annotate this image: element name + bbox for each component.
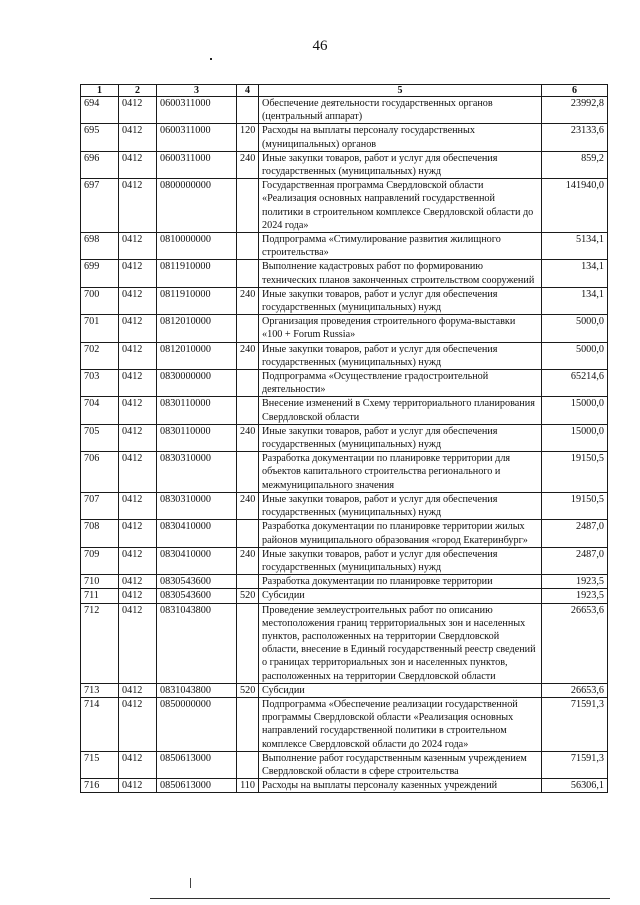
page-bottom-rule [150,898,610,899]
expense-type-code: 520 [237,589,259,603]
table-row [81,260,608,287]
item-description: Субсидии [259,589,542,603]
item-description: Государственная программа Свердловской области «Реализация основных направлений государственной политики в строительном комплексе Свердловской области до 2024 года» [259,179,542,233]
table-body [81,97,608,793]
table-row [81,97,608,124]
column-header-2: 2 [119,85,157,97]
row-number: 710 [81,575,119,589]
amount: 65214,6 [542,370,608,397]
amount: 5000,0 [542,315,608,342]
row-number: 705 [81,424,119,451]
target-article-code: 0850613000 [157,751,237,778]
table-row [81,575,608,589]
row-number: 701 [81,315,119,342]
item-description: Разработка документации по планировке территории для объектов капитального строительства регионального и межмуниципального значения [259,452,542,493]
expense-type-code [237,179,259,233]
amount: 134,1 [542,260,608,287]
amount: 2487,0 [542,547,608,574]
table-row [81,547,608,574]
item-description: Иные закупки товаров, работ и услуг для обеспечения государственных (муниципальных) нужд [259,287,542,314]
scan-speck [210,58,212,60]
table-row [81,589,608,603]
item-description: Организация проведения строительного форума-выставки «100 + Forum Russia» [259,315,542,342]
amount: 19150,5 [542,492,608,519]
expense-type-code [237,520,259,547]
expense-type-code: 240 [237,547,259,574]
section-code: 0412 [119,151,157,178]
page-number: 46 [312,38,328,54]
section-code: 0412 [119,779,157,793]
row-number: 704 [81,397,119,424]
item-description: Подпрограмма «Осуществление градостроительной деятельности» [259,370,542,397]
expense-type-code: 520 [237,683,259,697]
item-description: Субсидии [259,683,542,697]
target-article-code: 0830000000 [157,370,237,397]
item-description: Внесение изменений в Схему территориального планирования Свердловской области [259,397,542,424]
expense-type-code: 120 [237,124,259,151]
target-article-code: 0830110000 [157,397,237,424]
amount: 71591,3 [542,697,608,751]
table-row [81,751,608,778]
row-number: 695 [81,124,119,151]
amount: 19150,5 [542,452,608,493]
amount: 56306,1 [542,779,608,793]
section-code: 0412 [119,233,157,260]
table-row [81,603,608,683]
item-description: Обеспечение деятельности государственных органов (центральный аппарат) [259,97,542,124]
target-article-code: 0831043800 [157,683,237,697]
item-description: Подпрограмма «Обеспечение реализации государственной программы Свердловской области «Реализация основных направлений государственной политики в строительном комплексе Свердловской области до 2024 года» [259,697,542,751]
target-article-code: 0811910000 [157,287,237,314]
expense-type-code [237,315,259,342]
amount: 134,1 [542,287,608,314]
row-number: 702 [81,342,119,369]
amount: 15000,0 [542,397,608,424]
expense-type-code [237,397,259,424]
table-row [81,424,608,451]
table-row [81,233,608,260]
target-article-code: 0830310000 [157,492,237,519]
row-number: 707 [81,492,119,519]
expense-type-code [237,233,259,260]
row-number: 715 [81,751,119,778]
section-code: 0412 [119,575,157,589]
target-article-code: 0830543600 [157,575,237,589]
item-description: Расходы на выплаты персоналу казенных учреждений [259,779,542,793]
row-number: 694 [81,97,119,124]
item-description: Разработка документации по планировке территории жилых районов муниципального образования «город Екатеринбург» [259,520,542,547]
expense-type-code: 240 [237,424,259,451]
row-number: 709 [81,547,119,574]
section-code: 0412 [119,452,157,493]
row-number: 696 [81,151,119,178]
target-article-code: 0850613000 [157,779,237,793]
target-article-code: 0812010000 [157,342,237,369]
row-number: 699 [81,260,119,287]
target-article-code: 0800000000 [157,179,237,233]
amount: 859,2 [542,151,608,178]
amount: 1923,5 [542,589,608,603]
scan-mark [190,878,191,888]
table-row [81,520,608,547]
table-row [81,492,608,519]
item-description: Иные закупки товаров, работ и услуг для обеспечения государственных (муниципальных) нужд [259,342,542,369]
target-article-code: 0600311000 [157,97,237,124]
expense-type-code [237,370,259,397]
budget-table [80,84,608,793]
expense-type-code [237,575,259,589]
amount: 5000,0 [542,342,608,369]
section-code: 0412 [119,589,157,603]
section-code: 0412 [119,260,157,287]
section-code: 0412 [119,179,157,233]
row-number: 711 [81,589,119,603]
row-number: 698 [81,233,119,260]
section-code: 0412 [119,547,157,574]
target-article-code: 0830310000 [157,452,237,493]
table-row [81,151,608,178]
item-description: Расходы на выплаты персоналу государственных (муниципальных) органов [259,124,542,151]
table-header-row [81,85,608,97]
target-article-code: 0830410000 [157,547,237,574]
item-description: Выполнение кадастровых работ по формированию технических планов законченных строительством сооружений [259,260,542,287]
expense-type-code [237,603,259,683]
row-number: 708 [81,520,119,547]
expense-type-code [237,697,259,751]
row-number: 697 [81,179,119,233]
expense-type-code [237,452,259,493]
expense-type-code: 240 [237,151,259,178]
section-code: 0412 [119,342,157,369]
table-row [81,697,608,751]
table-row [81,124,608,151]
item-description: Иные закупки товаров, работ и услуг для обеспечения государственных (муниципальных) нужд [259,547,542,574]
item-description: Иные закупки товаров, работ и услуг для обеспечения государственных (муниципальных) нужд [259,424,542,451]
item-description: Иные закупки товаров, работ и услуг для обеспечения государственных (муниципальных) нужд [259,151,542,178]
column-header-6: 6 [542,85,608,97]
item-description: Выполнение работ государственным казенным учреждением Свердловской области в сфере строительства [259,751,542,778]
item-description: Подпрограмма «Стимулирование развития жилищного строительства» [259,233,542,260]
target-article-code: 0810000000 [157,233,237,260]
target-article-code: 0830110000 [157,424,237,451]
table-row [81,370,608,397]
section-code: 0412 [119,315,157,342]
row-number: 703 [81,370,119,397]
column-header-3: 3 [157,85,237,97]
item-description: Иные закупки товаров, работ и услуг для обеспечения государственных (муниципальных) нужд [259,492,542,519]
column-header-4: 4 [237,85,259,97]
section-code: 0412 [119,697,157,751]
expense-type-code [237,260,259,287]
column-header-5: 5 [259,85,542,97]
section-code: 0412 [119,124,157,151]
column-header-1: 1 [81,85,119,97]
section-code: 0412 [119,683,157,697]
target-article-code: 0831043800 [157,603,237,683]
amount: 71591,3 [542,751,608,778]
section-code: 0412 [119,751,157,778]
row-number: 714 [81,697,119,751]
table-row [81,452,608,493]
item-description: Проведение землеустроительных работ по описанию местоположения границ территориальных зон и населенных пунктов, расположенных на территории Свердловской области, внесение в Единый государственный реестр сведений о границах территориальных зон и населенных пунктов, расположенных на территории Свердловской области [259,603,542,683]
table-row [81,397,608,424]
section-code: 0412 [119,287,157,314]
item-description: Разработка документации по планировке территории [259,575,542,589]
amount: 23133,6 [542,124,608,151]
table-row [81,683,608,697]
table-row [81,179,608,233]
target-article-code: 0850000000 [157,697,237,751]
section-code: 0412 [119,370,157,397]
target-article-code: 0600311000 [157,151,237,178]
expense-type-code: 240 [237,492,259,519]
amount: 1923,5 [542,575,608,589]
target-article-code: 0811910000 [157,260,237,287]
table-row [81,315,608,342]
amount: 2487,0 [542,520,608,547]
section-code: 0412 [119,424,157,451]
row-number: 706 [81,452,119,493]
amount: 26653,6 [542,683,608,697]
row-number: 713 [81,683,119,697]
expense-type-code: 240 [237,342,259,369]
target-article-code: 0812010000 [157,315,237,342]
amount: 15000,0 [542,424,608,451]
table-row [81,342,608,369]
expense-type-code: 110 [237,779,259,793]
target-article-code: 0830410000 [157,520,237,547]
section-code: 0412 [119,397,157,424]
row-number: 712 [81,603,119,683]
amount: 141940,0 [542,179,608,233]
amount: 5134,1 [542,233,608,260]
expense-type-code: 240 [237,287,259,314]
expense-type-code [237,97,259,124]
target-article-code: 0830543600 [157,589,237,603]
expense-type-code [237,751,259,778]
section-code: 0412 [119,492,157,519]
row-number: 700 [81,287,119,314]
row-number: 716 [81,779,119,793]
amount: 23992,8 [542,97,608,124]
section-code: 0412 [119,603,157,683]
section-code: 0412 [119,97,157,124]
amount: 26653,6 [542,603,608,683]
table-row [81,287,608,314]
section-code: 0412 [119,520,157,547]
target-article-code: 0600311000 [157,124,237,151]
table-row [81,779,608,793]
